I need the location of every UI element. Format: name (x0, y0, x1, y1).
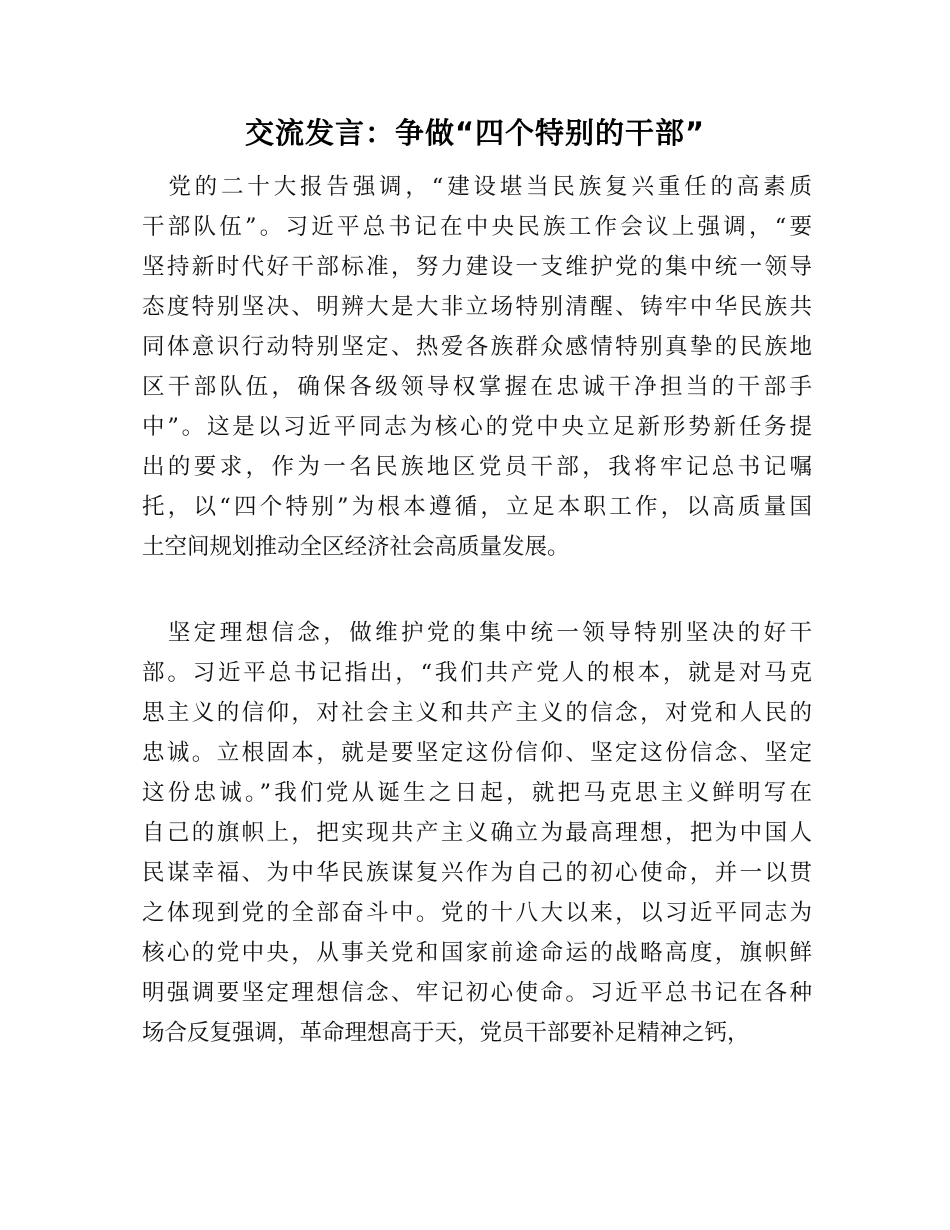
paragraph-intro (142, 167, 812, 567)
paragraph-line: 党的二十大报告强调，“建设堪当民族复兴重任的高素质 (142, 174, 812, 200)
paragraph-line: 坚持新时代好干部标准，努力建设一支维护党的集中统一领导 (142, 254, 812, 280)
paragraph-line: 区干部队伍，确保各级领导权掌握在忠诚干净担当的干部手 (142, 374, 812, 400)
paragraph-line: 自己的旗帜上，把实现共产主义确立为最高理想，把为中国人 (142, 820, 812, 846)
paragraph-line: 同体意识行动特别坚定、热爱各族群众感情特别真挚的民族地 (142, 334, 812, 360)
paragraph-line: 托，以“四个特别”为根本遵循，立足本职工作，以高质量国 (142, 494, 812, 520)
paragraph-line: 干部队伍”。习近平总书记在中央民族工作会议上强调，“要 (142, 214, 812, 240)
paragraph-line: 场合反复强调，革命理想高于天，党员干部要补足精神之钙， (142, 1020, 750, 1046)
paragraph-line: 中”。这是以习近平同志为核心的党中央立足新形势新任务提 (142, 414, 812, 440)
paragraph-line: 思主义的信仰，对社会主义和共产主义的信念，对党和人民的 (142, 700, 812, 726)
document-title: 交流发言：争做“四个特别的干部” (244, 116, 706, 150)
paragraph-line: 忠诚。立根固本，就是要坚定这份信仰、坚定这份信念、坚定 (142, 740, 812, 766)
paragraph-line: 民谋幸福、为中华民族谋复兴作为自己的初心使命，并一以贯 (142, 860, 812, 886)
paragraph-line: 态度特别坚决、明辨大是大非立场特别清醒、铸牢中华民族共 (142, 294, 812, 320)
paragraph-line: 部。习近平总书记指出，“我们共产党人的根本，就是对马克 (142, 660, 812, 686)
paragraph-line: 这份忠诚。”我们党从诞生之日起，就把马克思主义鲜明写在 (142, 780, 812, 806)
paragraph-line: 明强调要坚定理想信念、牢记初心使命。习近平总书记在各种 (142, 980, 812, 1006)
paragraph-line: 之体现到党的全部奋斗中。党的十八大以来，以习近平同志为 (142, 900, 812, 926)
paragraph-line: 土空间规划推动全区经济社会高质量发展。 (142, 534, 570, 560)
paragraph-line: 核心的党中央，从事关党和国家前途命运的战略高度，旗帜鲜 (142, 940, 812, 966)
paragraph-line: 坚定理想信念，做维护党的集中统一领导特别坚决的好干 (142, 620, 812, 646)
paragraph-ideals (142, 613, 812, 1053)
paragraph-line: 出的要求，作为一名民族地区党员干部，我将牢记总书记嘱 (142, 454, 812, 480)
